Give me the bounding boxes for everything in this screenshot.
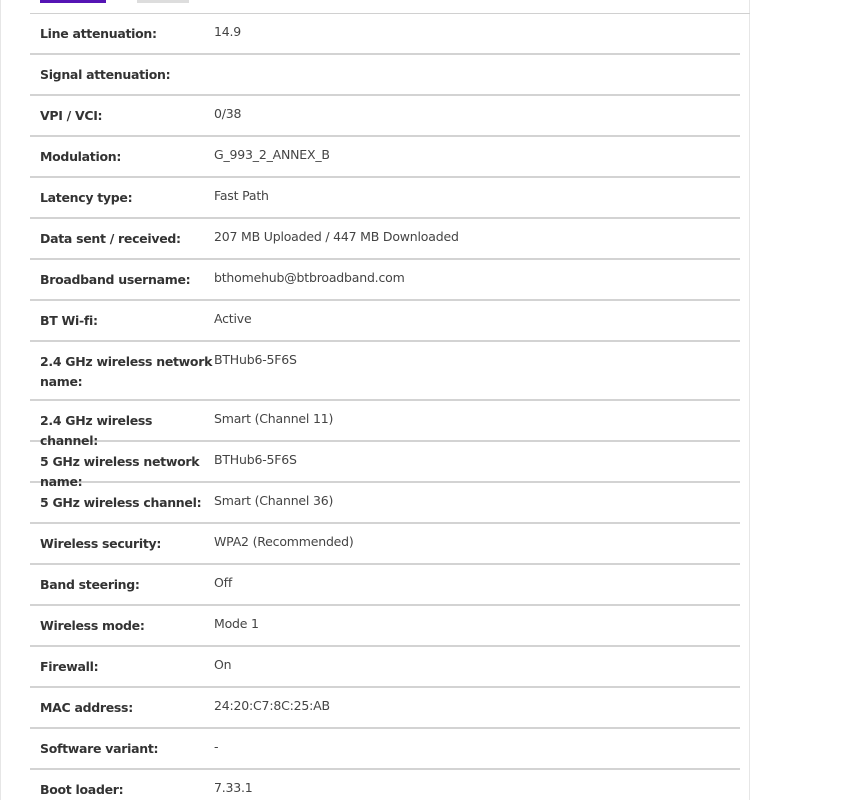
row-label: Firewall:: [40, 659, 99, 674]
row-value: 0/38: [214, 106, 242, 121]
row-value: 7.33.1: [214, 780, 253, 795]
row-value: G_993_2_ANNEX_B: [214, 147, 330, 162]
row-mac-address: [30, 688, 740, 729]
row-label: Wireless mode:: [40, 618, 145, 633]
row-label: BT Wi-fi:: [40, 313, 98, 328]
row-value: -: [214, 739, 219, 754]
row-label: Modulation:: [40, 149, 122, 164]
row-wireless-security: [30, 524, 740, 565]
row-label: Wireless security:: [40, 536, 162, 551]
row-value: 14.9: [214, 24, 242, 39]
row-label: Software variant:: [40, 741, 159, 756]
hub-status-table: [30, 14, 740, 800]
row-label: Signal attenuation:: [40, 67, 171, 82]
row-value: 207 MB Uploaded / 447 MB Downloaded: [214, 229, 459, 244]
row-label: Data sent / received:: [40, 231, 181, 246]
row-value: Smart (Channel 11): [214, 411, 334, 426]
row-value: Smart (Channel 36): [214, 493, 334, 508]
row-line-attenuation: [30, 14, 740, 55]
row-value: On: [214, 657, 232, 672]
row-value: 24:20:C7:8C:25:AB: [214, 698, 330, 713]
row-band-steering: [30, 565, 740, 606]
row-label: Band steering:: [40, 577, 140, 592]
tab-active-indicator[interactable]: [40, 0, 106, 3]
row-label: 2.4 GHz wireless channel:: [40, 413, 153, 448]
row-software-variant: [30, 729, 740, 770]
row-label: 5 GHz wireless channel:: [40, 495, 202, 510]
row-label: 5 GHz wireless network name:: [40, 454, 200, 489]
row-wireless-mode: [30, 606, 740, 647]
row-label: Latency type:: [40, 190, 133, 205]
row-signal-attenuation: [30, 55, 740, 96]
row-broadband-username: [30, 260, 740, 301]
row-value: BTHub6-5F6S: [214, 452, 297, 467]
row-label: Boot loader:: [40, 782, 124, 797]
row-value: Active: [214, 311, 252, 326]
row-label: VPI / VCI:: [40, 108, 103, 123]
row-label: 2.4 GHz wireless network name:: [40, 354, 213, 389]
row-modulation: [30, 137, 740, 178]
tab-inactive-indicator[interactable]: [137, 0, 189, 3]
row-24ghz-network-name: [30, 342, 740, 401]
row-latency-type: [30, 178, 740, 219]
row-value: WPA2 (Recommended): [214, 534, 354, 549]
row-bt-wifi: [30, 301, 740, 342]
row-value: Mode 1: [214, 616, 259, 631]
row-value: BTHub6-5F6S: [214, 352, 297, 367]
row-24ghz-channel: [30, 401, 740, 448]
row-vpi-vci: [30, 96, 740, 137]
row-data-sent-received: [30, 219, 740, 260]
row-label: Broadband username:: [40, 272, 191, 287]
row-label: Line attenuation:: [40, 26, 157, 41]
row-value: Off: [214, 575, 233, 590]
row-boot-loader: [30, 770, 740, 800]
row-firewall: [30, 647, 740, 688]
row-value: Fast Path: [214, 188, 269, 203]
row-value: bthomehub@btbroadband.com: [214, 270, 405, 285]
row-label: MAC address:: [40, 700, 133, 715]
